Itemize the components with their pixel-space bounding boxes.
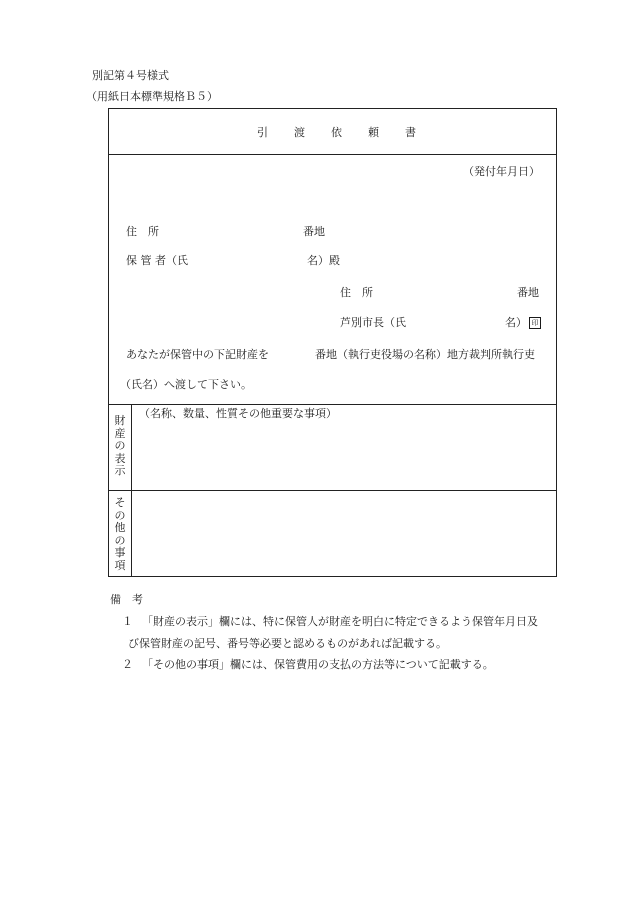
- property-label-char: 示: [114, 464, 126, 477]
- title-char: 引: [257, 126, 268, 139]
- other-label-char: の: [114, 533, 126, 547]
- other-label-char: 項: [114, 558, 126, 572]
- notes-heading: 備 考: [110, 593, 143, 606]
- other-label-char: の: [114, 508, 126, 522]
- mayor-address-label: 住 所: [340, 286, 373, 299]
- request-text-line1b: 番地（執行吏役場の名称）地方裁判所執行吏: [315, 348, 535, 361]
- mayor-address-suffix: 番地: [517, 286, 539, 299]
- holder-address-suffix: 番地: [303, 225, 325, 238]
- other-label-char: そ: [114, 496, 126, 509]
- note-1-number: １: [122, 615, 133, 628]
- other-label-char: 事: [114, 546, 126, 559]
- property-label-char: の: [114, 439, 126, 452]
- note-2-line1: 「その他の事項」欄には、保管費用の支払の方法等について記載する。: [142, 658, 494, 671]
- paper-size-note: （用紙日本標準規格Ｂ５）: [86, 90, 218, 103]
- holder-name-suffix: 名）殿: [307, 254, 340, 267]
- mayor-name-suffix-text: 名）: [505, 316, 527, 329]
- other-matters-label: [109, 497, 131, 572]
- note-2-number: ２: [122, 658, 133, 671]
- holder-address-label: 住 所: [126, 225, 159, 238]
- request-form-box: [108, 108, 557, 577]
- property-label: [109, 415, 131, 478]
- mayor-name-suffix: [505, 317, 541, 329]
- note-1-line1: 「財産の表示」欄には、特に保管人が財産を明白に特定できるよう保管年月日及: [142, 615, 538, 628]
- mayor-name-label: 芦別市長（氏: [340, 316, 406, 329]
- title-char: 依: [331, 126, 342, 139]
- note-1-line2: び保管財産の記号、番号等必要と認めるものがあれば記載する。: [128, 637, 447, 650]
- property-label-char: 産: [114, 426, 126, 440]
- property-label-char: 表: [114, 451, 126, 465]
- body-divider: [109, 404, 556, 405]
- property-divider: [109, 490, 556, 491]
- issue-date: （発付年月日）: [463, 165, 540, 178]
- property-label-char: 財: [114, 414, 126, 427]
- title-divider: [109, 154, 556, 155]
- seal-mark: 印: [529, 317, 541, 329]
- holder-name-label: 保 管 者（氏: [126, 254, 188, 267]
- request-text-line1a: あなたが保管中の下記財産を: [126, 348, 269, 361]
- title-char: 書: [405, 126, 416, 139]
- request-text-line2: （氏名）へ渡して下さい。: [120, 378, 252, 391]
- form-number: 別記第４号様式: [92, 69, 169, 82]
- property-note: （名称、数量、性質その他重要な事項）: [139, 407, 337, 420]
- title-char: 渡: [294, 126, 305, 139]
- label-column-divider: [131, 404, 132, 576]
- other-label-char: 他: [114, 521, 126, 534]
- title-char: 頼: [368, 126, 379, 139]
